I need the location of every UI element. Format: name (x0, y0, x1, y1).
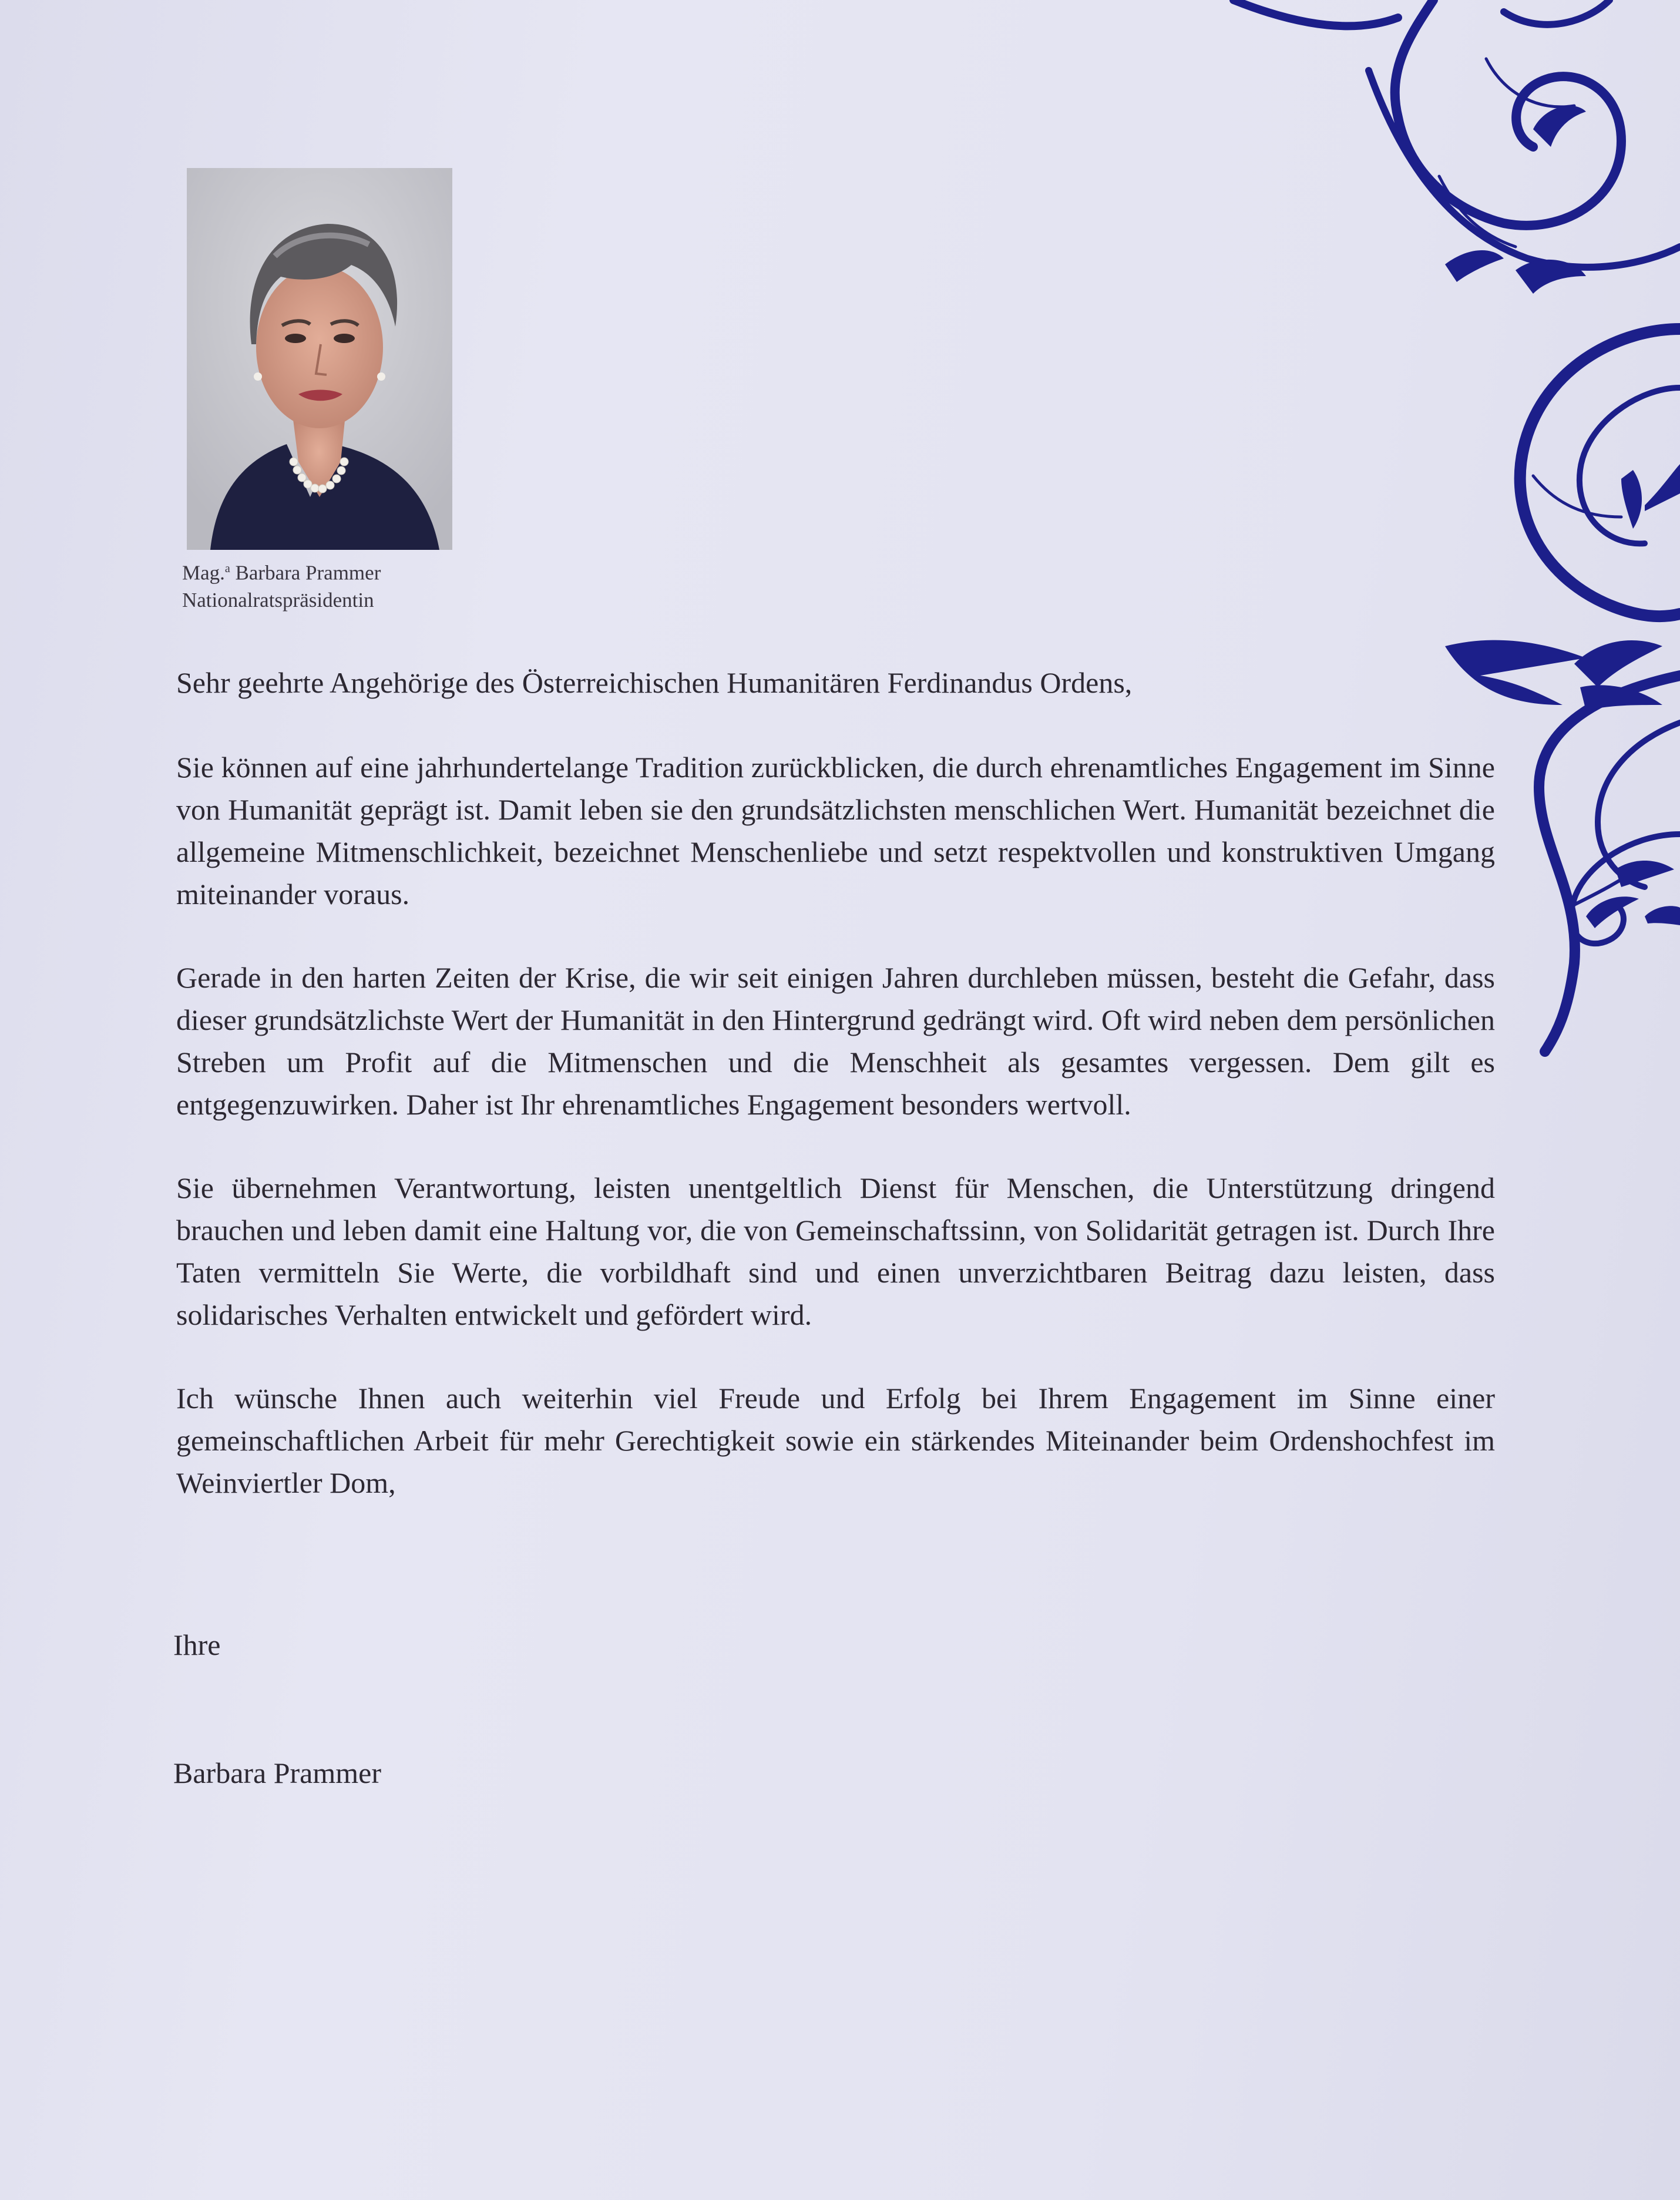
caption-title-prefix: Mag. (182, 561, 225, 585)
letter-paragraph-2: Gerade in den harten Zeiten der Krise, die wir seit einigen Jahren durchleben müssen, besteht die Gefahr, dass dieser grundsätzlichste Wert der Humanität in den Hintergrund gedrängt wird. Oft wird neben dem persönlichen Streben um Profit auf die Mitmenschen und die Menschheit als gesamtes vergessen. Dem gilt es entgegenzuwirken. Daher ist Ihr ehrenamtliches Engagement besonders wertvoll. (176, 961, 1495, 1121)
portrait-photo (187, 168, 452, 550)
letter-salutation: Sehr geehrte Angehörige des Österreichischen Humanitären Ferdinandus Ordens, (176, 666, 1133, 699)
caption-name-line (182, 555, 381, 587)
letter-paragraph-4: Ich wünsche Ihnen auch weiterhin viel Freude und Erfolg bei Ihrem Engagement im Sinne einer gemeinschaftlichen Arbeit für mehr Gerechtigkeit sowie ein stärkendes Miteinander beim Ordenshochfest im Weinviertler Dom, (176, 1382, 1495, 1499)
letter-paragraph-3: Sie übernehmen Verantwortung, leisten unentgeltlich Dienst für Menschen, die Unterstützung dringend brauchen und leben damit eine Haltung vor, die von Gemeinschaftssinn, von Solidarität getragen ist. Durch Ihre Taten vermitteln Sie Werte, die vorbildhaft sind und einen unverzichtbaren Beitrag dazu leisten, dass solidarisches Verhalten entwickelt und gefördert wird. (176, 1171, 1495, 1331)
letter-body (176, 661, 1495, 1545)
letter-paragraph-1: Sie können auf eine jahrhundertelange Tradition zurückblicken, die durch ehrenamtliches Engagement im Sinne von Humanität geprägt ist. Damit leben sie den grundsätzlichsten menschlichen Wert. Humanität bezeichnet die allgemeine Mitmenschlichkeit, bezeichnet Menschenliebe und setzt respektvollen und konstruktiven Umgang miteinander voraus. (176, 751, 1495, 911)
caption-name: Barbara Prammer (235, 561, 381, 585)
photo-caption (182, 555, 381, 614)
letter-signature: Barbara Prammer (173, 1756, 382, 1789)
letter-closing: Ihre (173, 1628, 221, 1661)
caption-title-suffix: a (224, 562, 230, 575)
caption-role: Nationalratspräsidentin (182, 588, 374, 612)
